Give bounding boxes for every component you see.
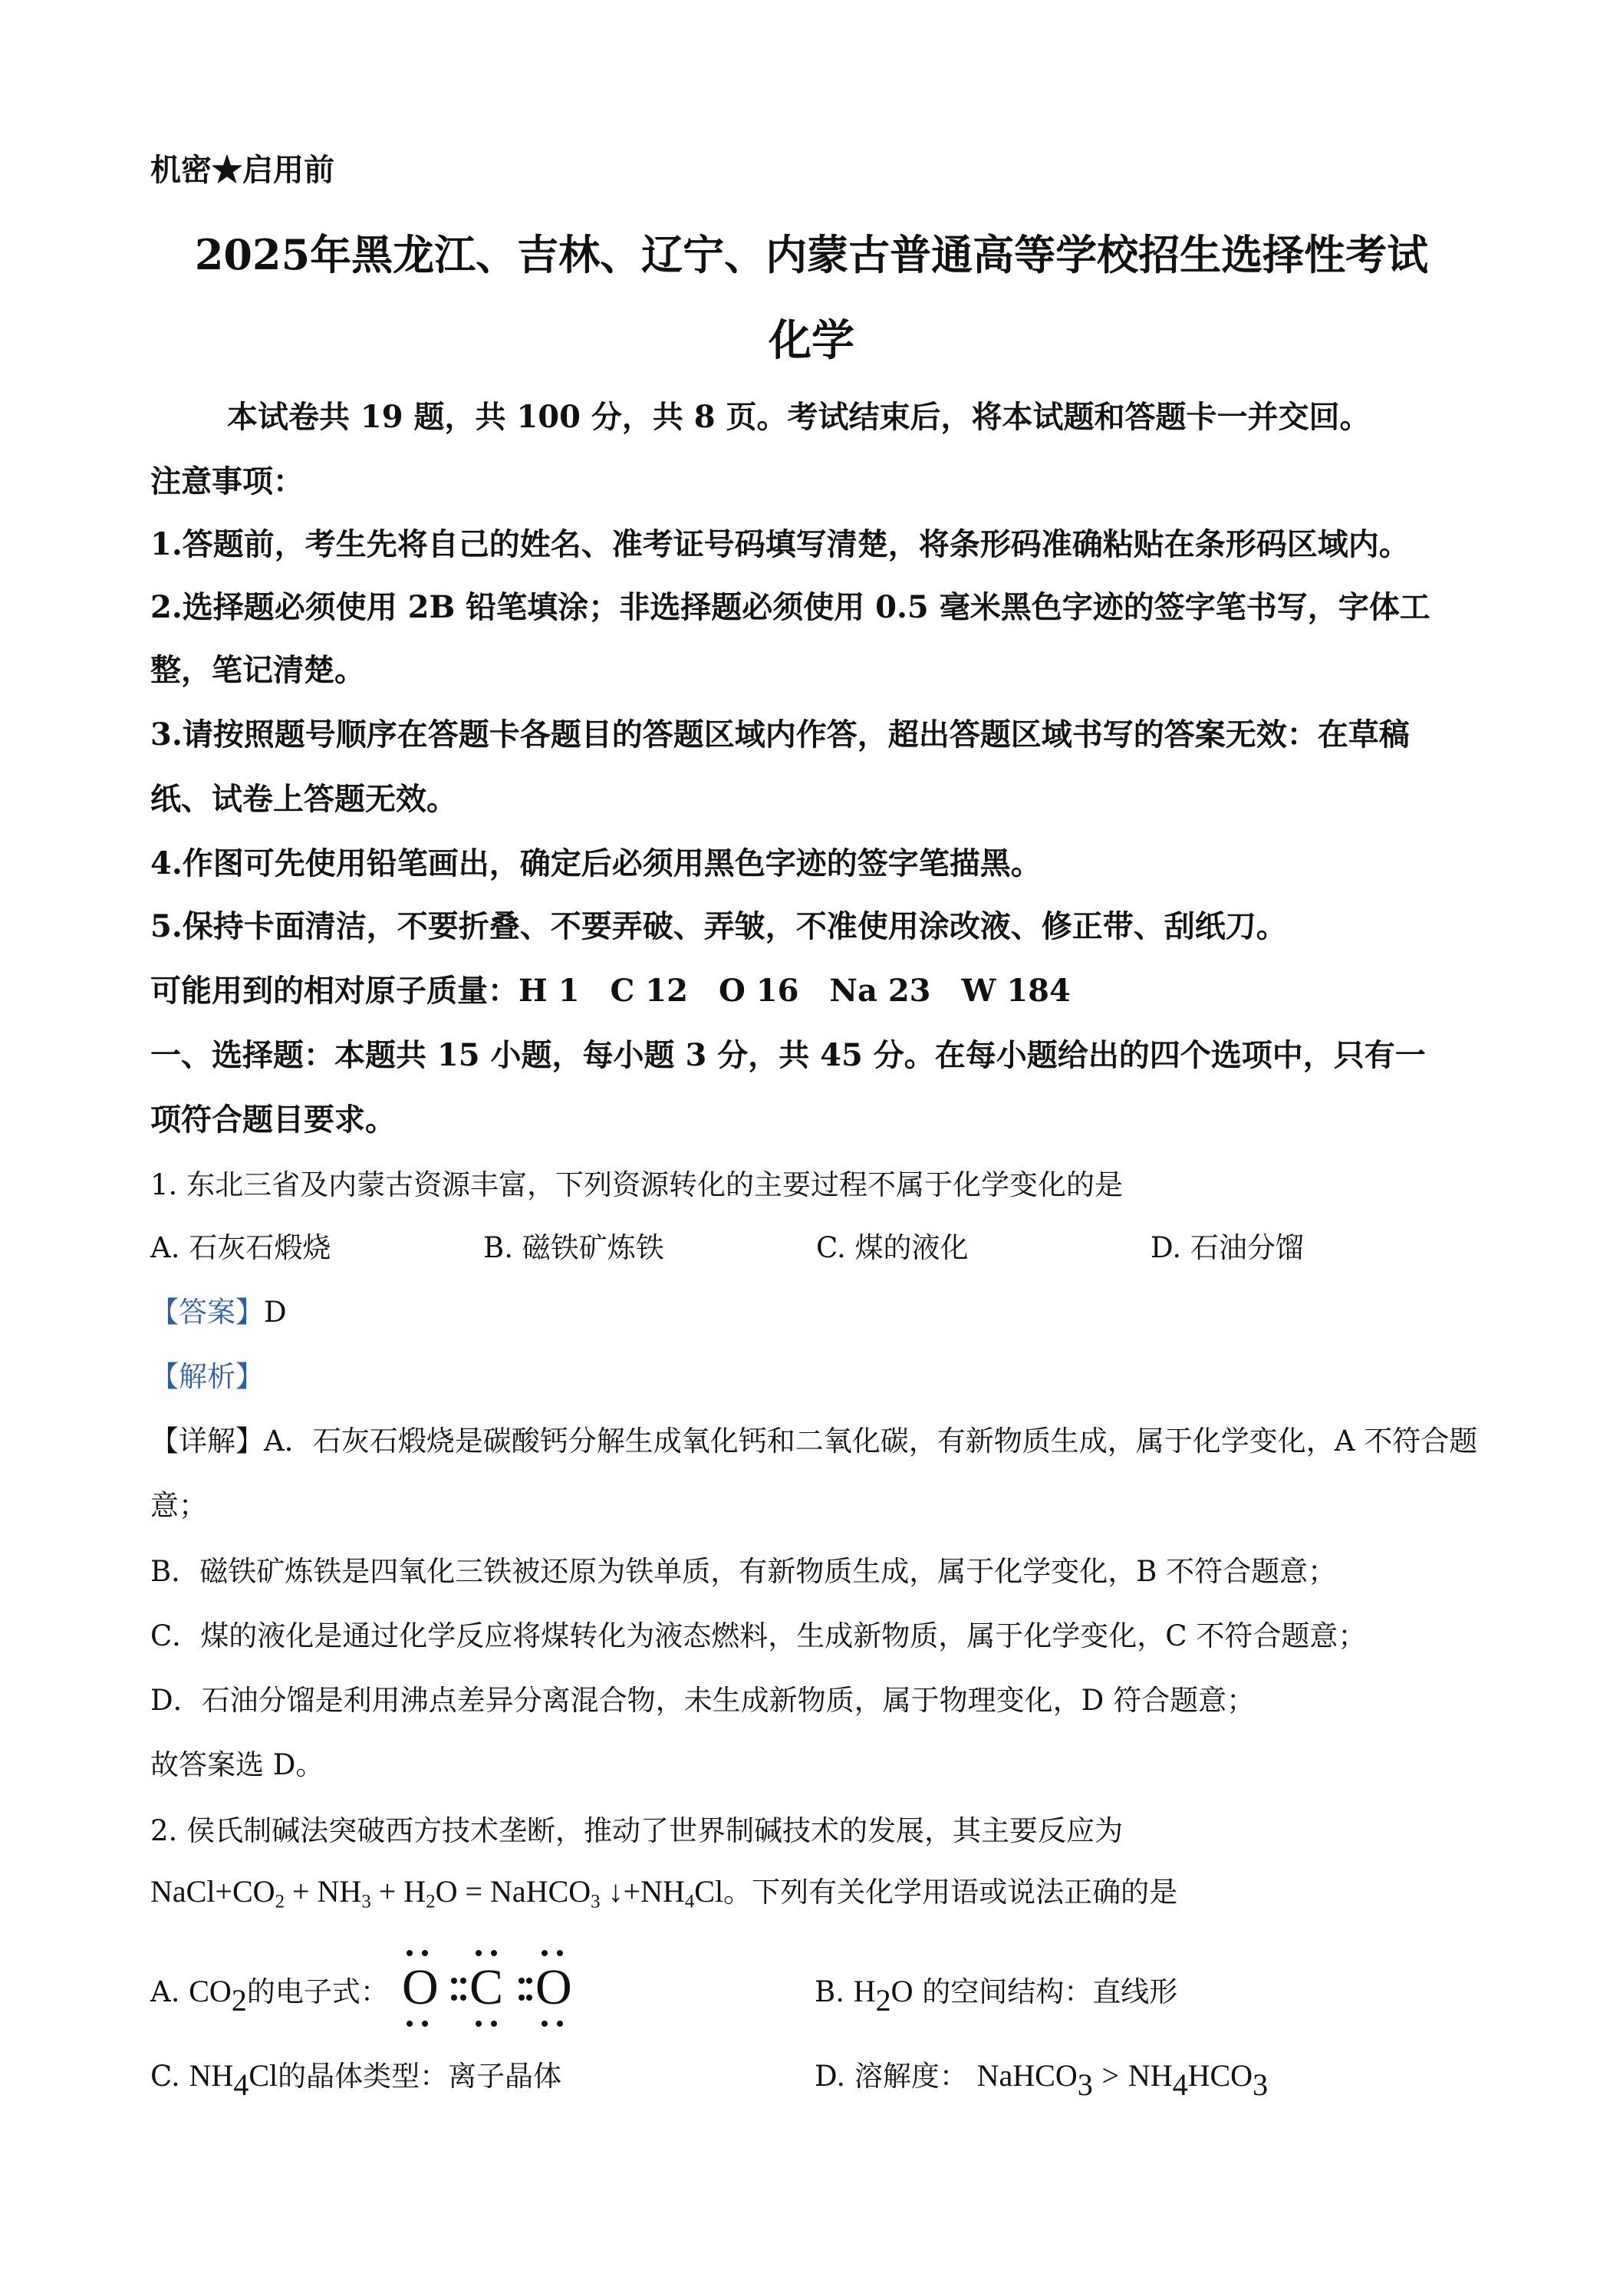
answer-value: D — [264, 1296, 287, 1329]
eq-nh3: NH — [317, 1874, 362, 1909]
electron-dot — [476, 2021, 482, 2027]
electron-dot — [519, 1978, 525, 1984]
electron-dot — [407, 1950, 413, 1956]
exam-title: 2025年黑龙江、吉林、辽宁、内蒙古普通高等学校招生选择性考试 — [194, 230, 1429, 279]
question-1-option-b: B. 磁铁矿炼铁 — [483, 1231, 664, 1264]
electron-dot — [422, 2021, 428, 2027]
note-line: 纸、试卷上答题无效。 — [150, 781, 457, 817]
atomic-masses: 可能用到的相对原子质量：H 1 C 12 O 16 Na 23 W 184 — [150, 973, 1071, 1009]
eq-h2o: H — [403, 1874, 426, 1909]
eq-nacl: NaCl+ — [150, 1874, 232, 1909]
electron-dot — [526, 1995, 532, 2001]
electron-dot — [451, 1995, 457, 2001]
down-arrow-icon: ↓ — [607, 1874, 624, 1909]
note-line: 整，笔记清楚。 — [150, 652, 365, 688]
electron-dot — [557, 2021, 563, 2027]
electron-dot — [491, 2021, 497, 2027]
confidential-label: 机密★启用前 — [150, 152, 334, 188]
note-line: 1.答题前，考生先将自己的姓名、准考证号码填写清楚，将条形码准确粘贴在条形码区域内。 — [150, 526, 1410, 562]
question-1-option-d: D. 石油分馏 — [1151, 1231, 1304, 1264]
section-heading-cont: 项符合题目要求。 — [150, 1102, 396, 1138]
question-1-option-c: C. 煤的液化 — [816, 1231, 969, 1264]
electron-dot — [491, 1950, 497, 1956]
exam-intro: 本试卷共 19 题，共 100 分，共 8 页。考试结束后，将本试题和答题卡一并交回。 — [227, 399, 1371, 435]
note-line: 5.保持卡面清洁，不要折叠、不要弄破、弄皱，不准使用涂改液、修正带、刮纸刀。 — [150, 908, 1287, 944]
electron-dot — [519, 1995, 525, 2001]
note-line: 2.选择题必须使用 2B 铅笔填涂；非选择题必须使用 0.5 毫米黑色字迹的签字笔书写，字体工 — [150, 589, 1430, 625]
electron-dot — [526, 1978, 532, 1984]
reaction-equation: $NaCl+CO_2 + NH_3 + H_2O$ = NaHCO$_3$ $↓+NH_4Cl$。下列有关化学用语或说法正确的是 — [150, 1874, 1178, 1912]
electron-dot — [460, 1995, 466, 2001]
question-1-stem: 1. 东北三省及内蒙古资源丰富，下列资源转化的主要过程不属于化学变化的是 — [150, 1168, 1124, 1201]
detail-line: C．煤的液化是通过化学反应将煤转化为液态燃料，生成新物质，属于化学变化，C 不符合题意； — [150, 1619, 1367, 1652]
electron-dot — [542, 2021, 548, 2027]
lewis-carbon: C — [469, 1959, 504, 2015]
question-2-stem: 2. 侯氏制碱法突破西方技术垄断，推动了世界制碱技术的发展，其主要反应为 — [150, 1814, 1124, 1847]
question-2-option-a: A. $CO_2$的电子式： — [150, 1974, 389, 2018]
question-2-option-d: D. 溶解度： NaHCO$_3$ > $NH_4HCO_3$ — [815, 2058, 1269, 2102]
question-2-option-c: C. $NH_4Cl$的晶体类型：离子晶体 — [150, 2058, 562, 2102]
lewis-oxygen-left: O — [402, 1959, 439, 2015]
question-2-option-b: B. $H_2O$ 的空间结构：直线形 — [815, 1974, 1178, 2018]
detail-line: D．石油分馏是利用沸点差异分离混合物，未生成新物质，属于物理变化，D 符合题意； — [150, 1684, 1256, 1717]
electron-dot — [407, 2021, 413, 2027]
electron-dot — [557, 1950, 563, 1956]
answer-tag: 【答案】 — [150, 1296, 264, 1329]
detail-line: 意； — [150, 1489, 207, 1522]
eq-co2: CO — [232, 1874, 275, 1909]
eq-nahco3: NaHCO — [490, 1874, 591, 1909]
electron-dot — [460, 1978, 466, 1984]
eq-nh4cl: NH — [640, 1874, 685, 1909]
detail-line: B．磁铁矿炼铁是四氧化三铁被还原为铁单质，有新物质生成，属于化学变化，B 不符合题意； — [150, 1555, 1337, 1588]
section-heading: 一、选择题：本题共 15 小题，每小题 3 分，共 45 分。在每小题给出的四个选项中，只有一 — [150, 1037, 1426, 1073]
electron-dot — [451, 1978, 457, 1984]
question-1-answer — [150, 1289, 287, 1330]
electron-dot — [542, 1950, 548, 1956]
notes-heading: 注意事项： — [150, 463, 304, 499]
analysis-tag: 【解析】 — [150, 1360, 264, 1393]
detail-line: 【详解】A．石灰石煅烧是碳酸钙分解生成氧化钙和二氧化碳，有新物质生成，属于化学变化，A 不符合题 — [150, 1425, 1478, 1458]
question-1-option-a: A. 石灰石煅烧 — [150, 1231, 331, 1264]
note-line: 4.作图可先使用铅笔画出，确定后必须用黑色字迹的签字笔描黑。 — [150, 845, 1042, 881]
electron-dot — [476, 1950, 482, 1956]
lewis-oxygen-right: O — [535, 1959, 572, 2015]
co2-lewis-structure — [396, 1945, 580, 2030]
detail-line: 故答案选 D。 — [150, 1748, 324, 1781]
electron-dot — [422, 1950, 428, 1956]
note-line: 3.请按照题号顺序在答题卡各题目的答题区域内作答，超出答题区域书写的答案无效：在草稿 — [150, 716, 1410, 753]
subject-title: 化学 — [769, 315, 854, 366]
